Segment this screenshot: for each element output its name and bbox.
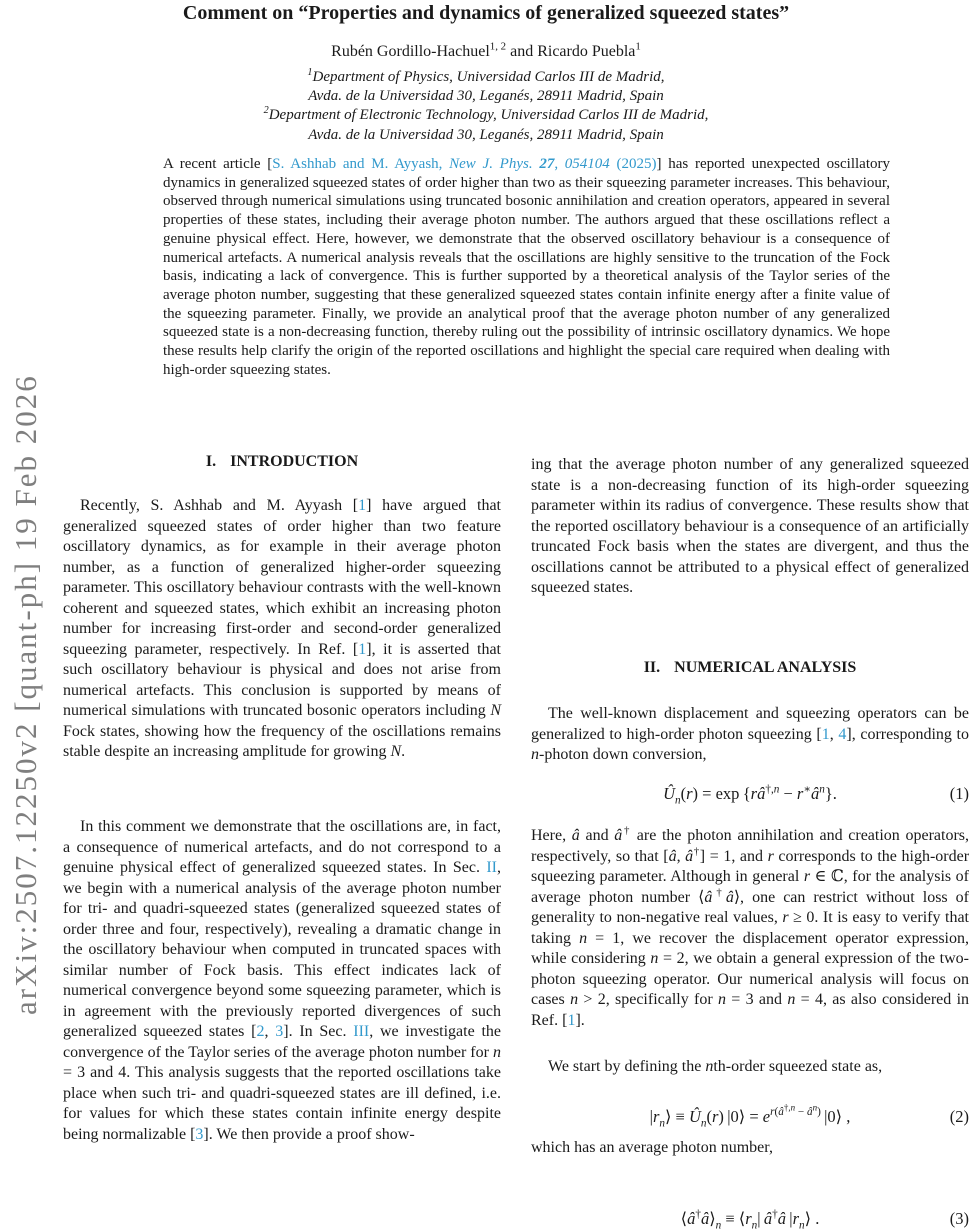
citation-link[interactable]: 4 (838, 725, 847, 743)
citation-link[interactable]: II (486, 859, 497, 876)
intro-paragraph-1: Recently, S. Ashhab and M. Ayyash [1] have argued that generalized squeezed states of order higher than two feature oscillatory dynamics, as for example in their average photon number, as a function of generalized higher-order squeezing parameter. This oscillatory behaviour contrasts with the well-known coherent and squeezed states, which exhibit an increasing photon number for increasing first-order and second-order generalized squeezing parameter, respectively. In Ref. [1], it is asserted that such oscillatory behaviour is physical and does not arise from numerical artefacts. This conclusion is supported by means of numerical simulations with truncated bosonic operators including N Fock states, showing how the frequency of the oscillations remains stable despite an increasing amplitude for growing N. (63, 497, 501, 760)
equation-1 (531, 784, 969, 805)
citation-link[interactable]: 3 (195, 1125, 204, 1143)
section-heading-numerical-analysis (531, 658, 969, 679)
equation-3 (531, 1209, 969, 1230)
numerical-analysis-paragraph-1: The well-known displacement and squeezing operators can be generalized to high-order photon squeezing [1, 4], corresponding to n-photon down conversion, (531, 705, 970, 763)
affiliation-line: $^2$Department of Electronic Technology, Universidad Carlos III de Madrid, (263, 105, 709, 124)
numerical-analysis-paragraph-4: which has an average photon number, (531, 1139, 773, 1156)
equation-1-body: $Û_n(r) = \exp$ {$râ^{\dagger,n}$ − $r^∗â^n$}. (663, 783, 837, 807)
arxiv-watermark: arXiv:2507.12250v2 [quant-ph] 19 Feb 2026 (8, 374, 43, 1015)
equation-1-number: (1) (949, 784, 969, 803)
intro-paragraph-2-continued: ing that the average photon number of any generalized squeezed state is a non-decreasing function of its high-order squeezing parameter within its radius of convergence. These results show that the reported oscillatory behaviour is a consequence of an artificially truncated Fock basis when the states are divergent, and thus the oscillations cannot be attributed to a physical effect of generalized squeezed states. (531, 456, 969, 596)
equation-2-body: $|r_n⟩$ ≡ $Û_n(r)$ |0⟩ = $e^{r(â^{\dagger,n} - â^n)}$ |0⟩ , (649, 1102, 851, 1129)
citation-link[interactable]: S. Ashhab and M. Ayyash, New J. Phys. 27, 054104 (2025) (272, 156, 657, 172)
citation-link[interactable]: III (353, 1023, 370, 1040)
citation-link[interactable]: 1 (358, 640, 367, 658)
affiliations-block (0, 68, 972, 145)
intro-paragraph-2: In this comment we demonstrate that the oscillations are, in fact, a consequence of numerical artefacts, and do not correspond to a genuine physical effect of generalized squeezed states. In Sec. II, we begin with a numerical analysis of the average photon number for tri- and quadri-squeezed states (generalized squeezed states of order three and four, respectively), revealing a dramatic change in the oscillatory behaviour when computed in truncated spaces with similar number of Fock basis. This effect indicates lack of numerical convergence beyond some squeezing parameter, which is in agreement with the previously reported divergences of such generalized squeezed states [2, 3]. In Sec. III, we investigate the convergence of the Taylor series of the average photon number for n = 3 and 4. This analysis suggests that the reported oscillations take place when such tri- and quadri-squeezed states are ill defined, i.e. for values for which these states contain infinite energy despite being normalizable [3]. We then provide a proof show- (63, 818, 501, 1143)
section-label: NUMERICAL ANALYSIS (674, 659, 857, 676)
citation-link[interactable]: 1 (821, 725, 830, 743)
citation-link[interactable]: 1 (358, 497, 367, 514)
section-number: I. (205, 453, 217, 470)
affiliation-line: Avda. de la Universidad 30, Leganés, 28911 Madrid, Spain (308, 88, 664, 105)
affiliation-line: Avda. de la Universidad 30, Leganés, 28911 Madrid, Spain (308, 126, 664, 143)
paper-title: Comment on “Properties and dynamics of generalized squeezed states” (182, 2, 790, 24)
citation-link[interactable]: 2 (256, 1023, 265, 1040)
citation-link[interactable]: 3 (275, 1023, 284, 1040)
equation-2 (531, 1102, 969, 1129)
equation-2-number: (2) (949, 1106, 969, 1126)
citation-link[interactable]: 1 (567, 1011, 576, 1029)
section-heading-introduction (63, 452, 501, 473)
authors-line: Rubén Gordillo-Hachuel$^{1, 2}$ and Ricardo Puebla$^1$ (331, 40, 641, 60)
section-number: II. (643, 659, 661, 676)
numerical-analysis-paragraph-2: Here, â and â† are the photon annihilation and creation operators, respectively, so that [â, â†] = 1, and r corresponds to the high-order squeezing parameter. Although in general r ∈ ℂ, for the analysis of average photon number ⟨â†â⟩, one can restrict without loss of generality to non-negative real values, r ≥ 0. It is easy to verify that taking n = 1, we recover the displacement operator expression, while considering n = 2, we obtain a general expression of the two-photon squeezing operator. Our numerical analysis will focus on cases n > 2, specifically for n = 3 and n = 4, as also considered in Ref. [1]. (531, 824, 970, 1029)
equation-3-number: (3) (949, 1209, 969, 1228)
section-label: INTRODUCTION (230, 453, 359, 470)
affiliation-line: $^1$Department of Physics, Universidad Carlos III de Madrid, (307, 67, 665, 85)
abstract-paragraph: A recent article [S. Ashhab and M. Ayyash, New J. Phys. 27, 054104 (2025)] has reported unexpected oscillatory dynamics in generalized squeezed states of order higher than two as their squeezing parameter increases. This behaviour, observed through numerical simulations using truncated bosonic annihilation and creation operators, appeared in several properties of these states, including their average photon number. The authors argued that these oscillations reflect a genuine physical effect. Here, however, we demonstrate that the observed oscillatory behaviour is a consequence of numerical artefacts. A numerical analysis reveals that the oscillations are highly sensitive to the truncation of the Fock basis, indicating a lack of convergence. This is further supported by a theoretical analysis of the Taylor series of the average photon number, suggesting that these generalized squeezed states contain infinite energy after a finite value of the squeezing parameter. Finally, we provide an analytical proof that the average photon number of any generalized squeezed state is a non-decreasing function, thereby ruling out the possibility of intrinsic oscillatory dynamics. We hope these results help clarify the origin of the reported oscillations and highlight the special care required when dealing with high-order squeezing states. (163, 156, 890, 378)
equation-3-body: $⟨â^\dagger â⟩_n$ ≡ $⟨r_n|$ â†â $|r_n⟩$ . (680, 1208, 820, 1231)
numerical-analysis-paragraph-3: We start by defining the nth-order squeezed state as, (548, 1058, 883, 1075)
